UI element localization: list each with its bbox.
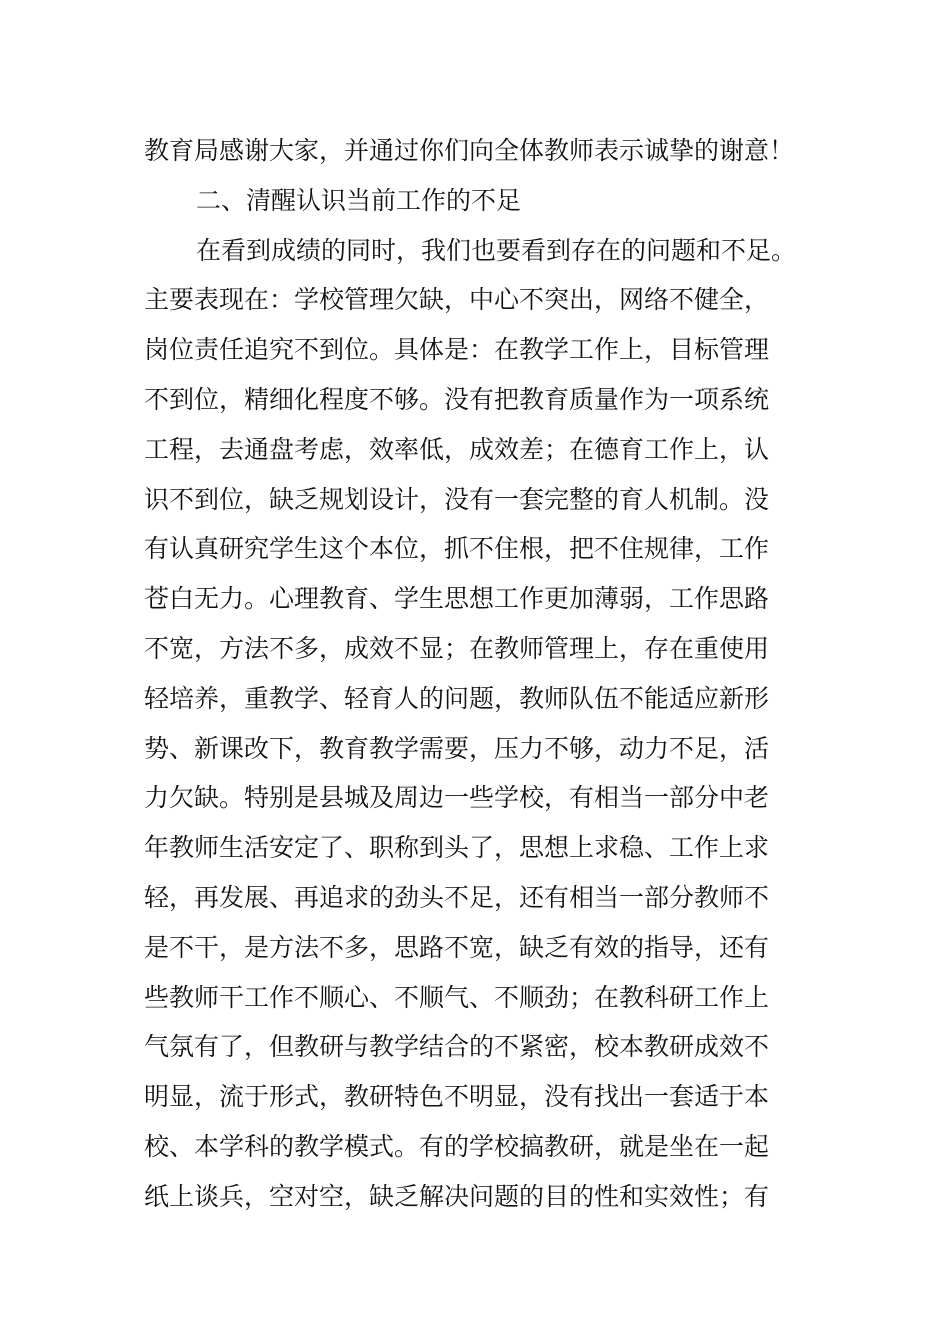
text-line: 识不到位，缺乏规划设计，没有一套完整的育人机制。没 (144, 484, 770, 514)
text-line: 年教师生活安定了、职称到头了，思想上求稳、工作上求 (144, 833, 770, 863)
section-heading: 二、清醒认识当前工作的不足 (196, 185, 522, 215)
text-line: 在看到成绩的同时，我们也要看到存在的问题和不足。 (196, 235, 797, 265)
text-line: 不到位，精细化程度不够。没有把教育质量作为一项系统 (144, 384, 770, 414)
text-line: 些教师干工作不顺心、不顺气、不顺劲；在教科研工作上 (144, 982, 770, 1012)
text-line: 是不干，是方法不多，思路不宽，缺乏有效的指导，还有 (144, 932, 770, 962)
text-line: 苍白无力。心理教育、学生思想工作更加薄弱，工作思路 (144, 584, 770, 614)
document-body (144, 126, 844, 1222)
text-line: 纸上谈兵，空对空，缺乏解决问题的目的性和实效性；有 (144, 1181, 770, 1211)
text-line: 不宽，方法不多，成效不显；在教师管理上，存在重使用 (144, 633, 770, 663)
text-line: 力欠缺。特别是县城及周边一些学校，有相当一部分中老 (144, 783, 770, 813)
text-line: 有认真研究学生这个本位，抓不住根，把不住规律，工作 (144, 534, 770, 564)
text-line-closing-thanks: 教育局感谢大家，并通过你们向全体教师表示诚挚的谢意！ (144, 136, 795, 165)
text-line: 明显，流于形式，教研特色不明显，没有找出一套适于本 (144, 1082, 770, 1112)
text-line: 气氛有了，但教研与教学结合的不紧密，校本教研成效不 (144, 1032, 770, 1062)
text-line: 轻培养，重教学、轻育人的问题，教师队伍不能适应新形 (144, 683, 770, 713)
text-line: 校、本学科的教学模式。有的学校搞教研，就是坐在一起 (144, 1131, 770, 1161)
text-line: 工程，去通盘考虑，效率低，成效差；在德育工作上，认 (144, 434, 770, 464)
text-line: 岗位责任追究不到位。具体是：在教学工作上，目标管理 (144, 335, 770, 365)
text-line: 势、新课改下，教育教学需要，压力不够，动力不足，活 (144, 733, 770, 763)
text-line: 主要表现在：学校管理欠缺，中心不突出，网络不健全， (144, 285, 770, 315)
text-line: 轻，再发展、再追求的劲头不足，还有相当一部分教师不 (144, 882, 770, 912)
